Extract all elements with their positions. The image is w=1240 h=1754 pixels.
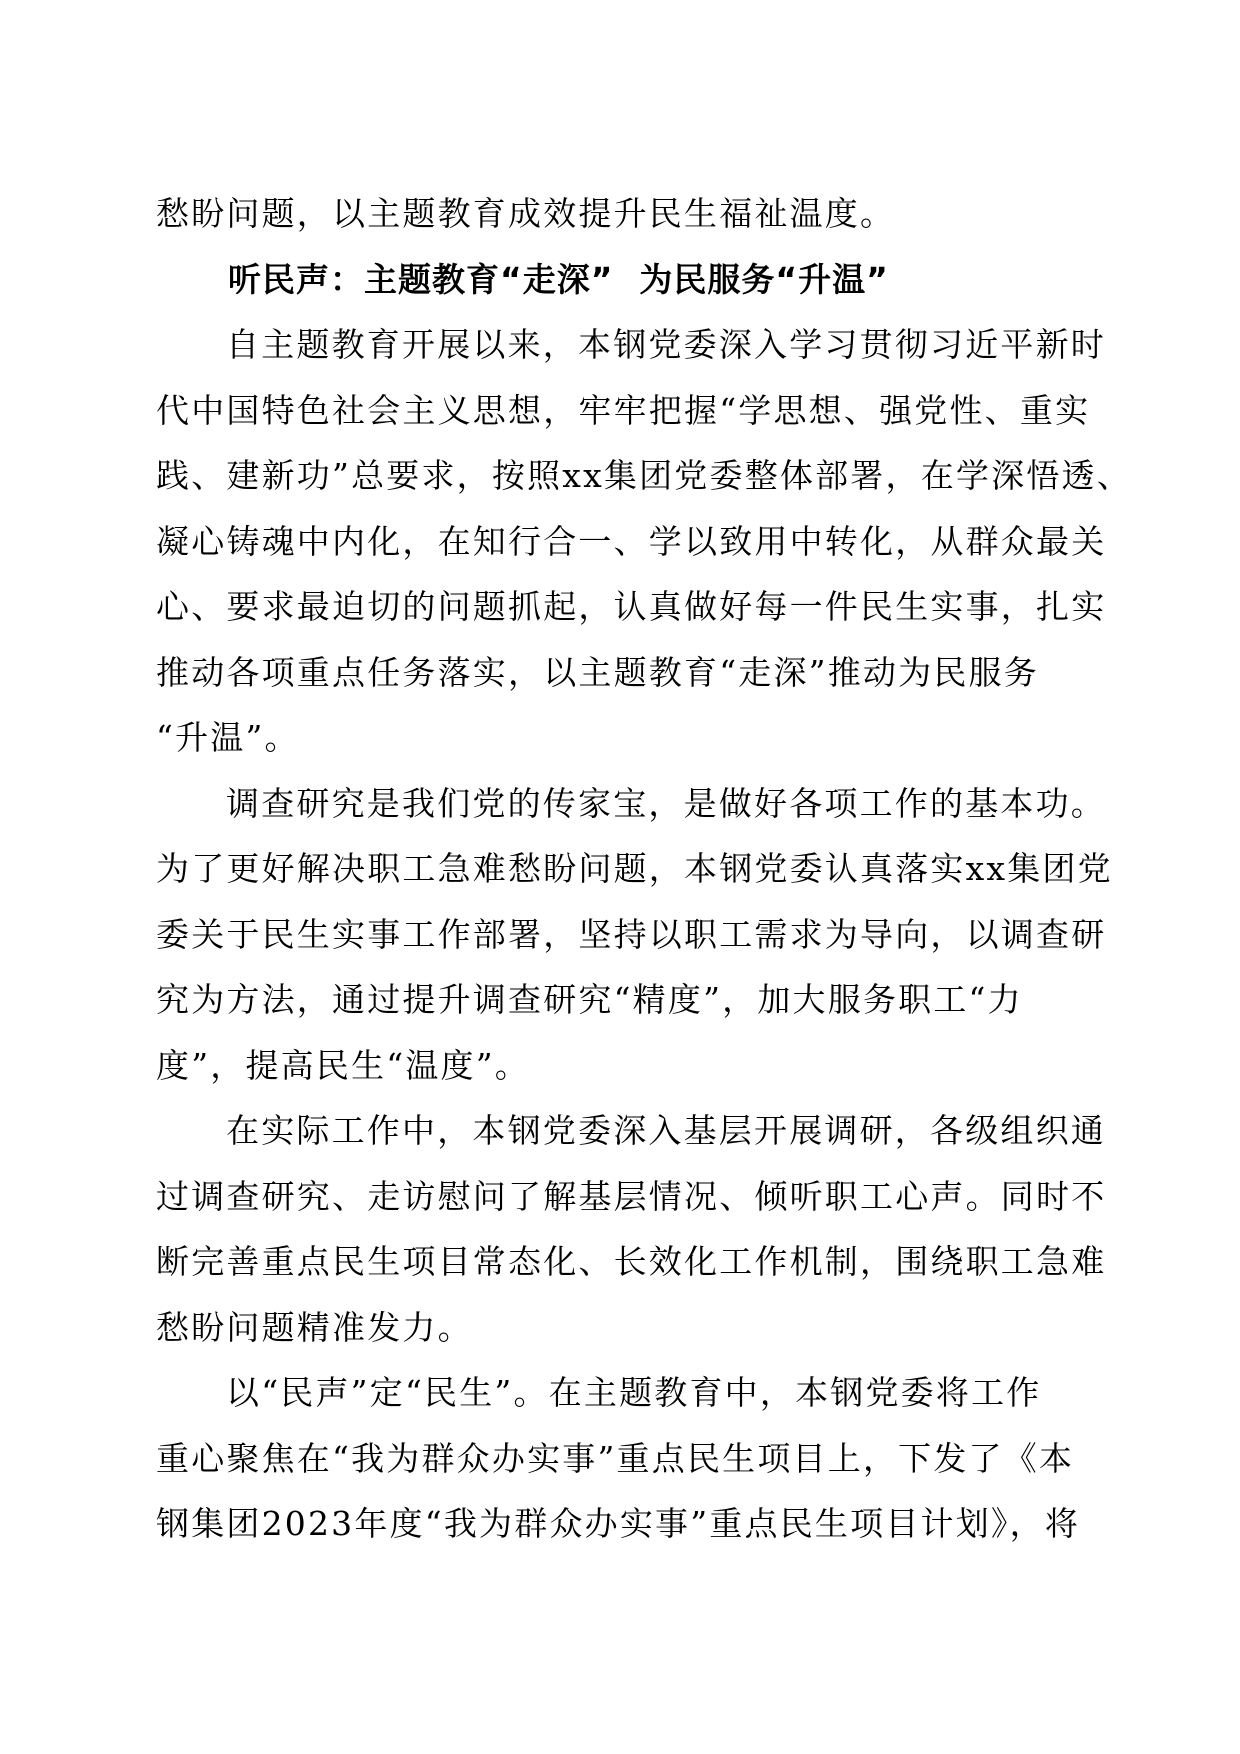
body-line: 度”，提高民生“温度”。 bbox=[156, 1045, 531, 1085]
document-body bbox=[156, 181, 1132, 1557]
body-line: 钢集团2023年度“我为群众办实事”重点民生项目计划》，将 bbox=[156, 1504, 1081, 1543]
body-line: 究为方法，通过提升调查研究“精度”，加大服务职工“力 bbox=[156, 980, 1023, 1019]
body-line: 为了更好解决职工急难愁盼问题，本钢党委认真落实xx集团党 bbox=[156, 849, 1113, 888]
body-line: 践、建新功”总要求，按照xx集团党委整体部署，在学深悟透、 bbox=[156, 456, 1132, 495]
body-line: 代中国特色社会主义思想，牢牢把握“学思想、强党性、重实 bbox=[156, 390, 1091, 430]
body-line: 心、要求最迫切的问题抓起，认真做好每一件民生实事，扎实 bbox=[156, 587, 1107, 626]
body-line: 自主题教育开展以来，本钢党委深入学习贯彻习近平新时 bbox=[226, 325, 1106, 364]
section-heading bbox=[156, 247, 1084, 313]
body-line: 愁盼问题精准发力。 bbox=[156, 1307, 473, 1347]
section-heading-part2: 为民服务“升温” bbox=[639, 259, 889, 299]
body-line: 愁盼问题，以主题教育成效提升民生福祉温度。 bbox=[156, 194, 896, 233]
body-line: 在实际工作中，本钢党委深入基层开展调研，各级组织通 bbox=[226, 1111, 1106, 1150]
body-line: 过调查研究、走访慰问了解基层情况、倾听职工心声。同时不 bbox=[156, 1176, 1107, 1216]
section-heading-part1: 听民声：主题教育“走深” bbox=[228, 259, 614, 299]
body-line: 推动各项重点任务落实，以主题教育“走深”推动为民服务 bbox=[156, 652, 1039, 692]
body-line: 调查研究是我们党的传家宝，是做好各项工作的基本功。 bbox=[226, 783, 1106, 823]
body-line: 委关于民生实事工作部署，坚持以职工需求为导向，以调查研 bbox=[156, 914, 1107, 954]
body-line: 以“民声”定“民生”。在主题教育中，本钢党委将工作 bbox=[226, 1373, 1042, 1412]
body-line: 断完善重点民生项目常态化、长效化工作机制，围绕职工急难 bbox=[156, 1242, 1107, 1281]
body-line: 重心聚焦在“我为群众办实事”重点民生项目上，下发了《本 bbox=[156, 1438, 1075, 1478]
body-line: 凝心铸魂中内化，在知行合一、学以致用中转化，从群众最关 bbox=[156, 521, 1107, 561]
body-line: “升温”。 bbox=[156, 718, 300, 757]
